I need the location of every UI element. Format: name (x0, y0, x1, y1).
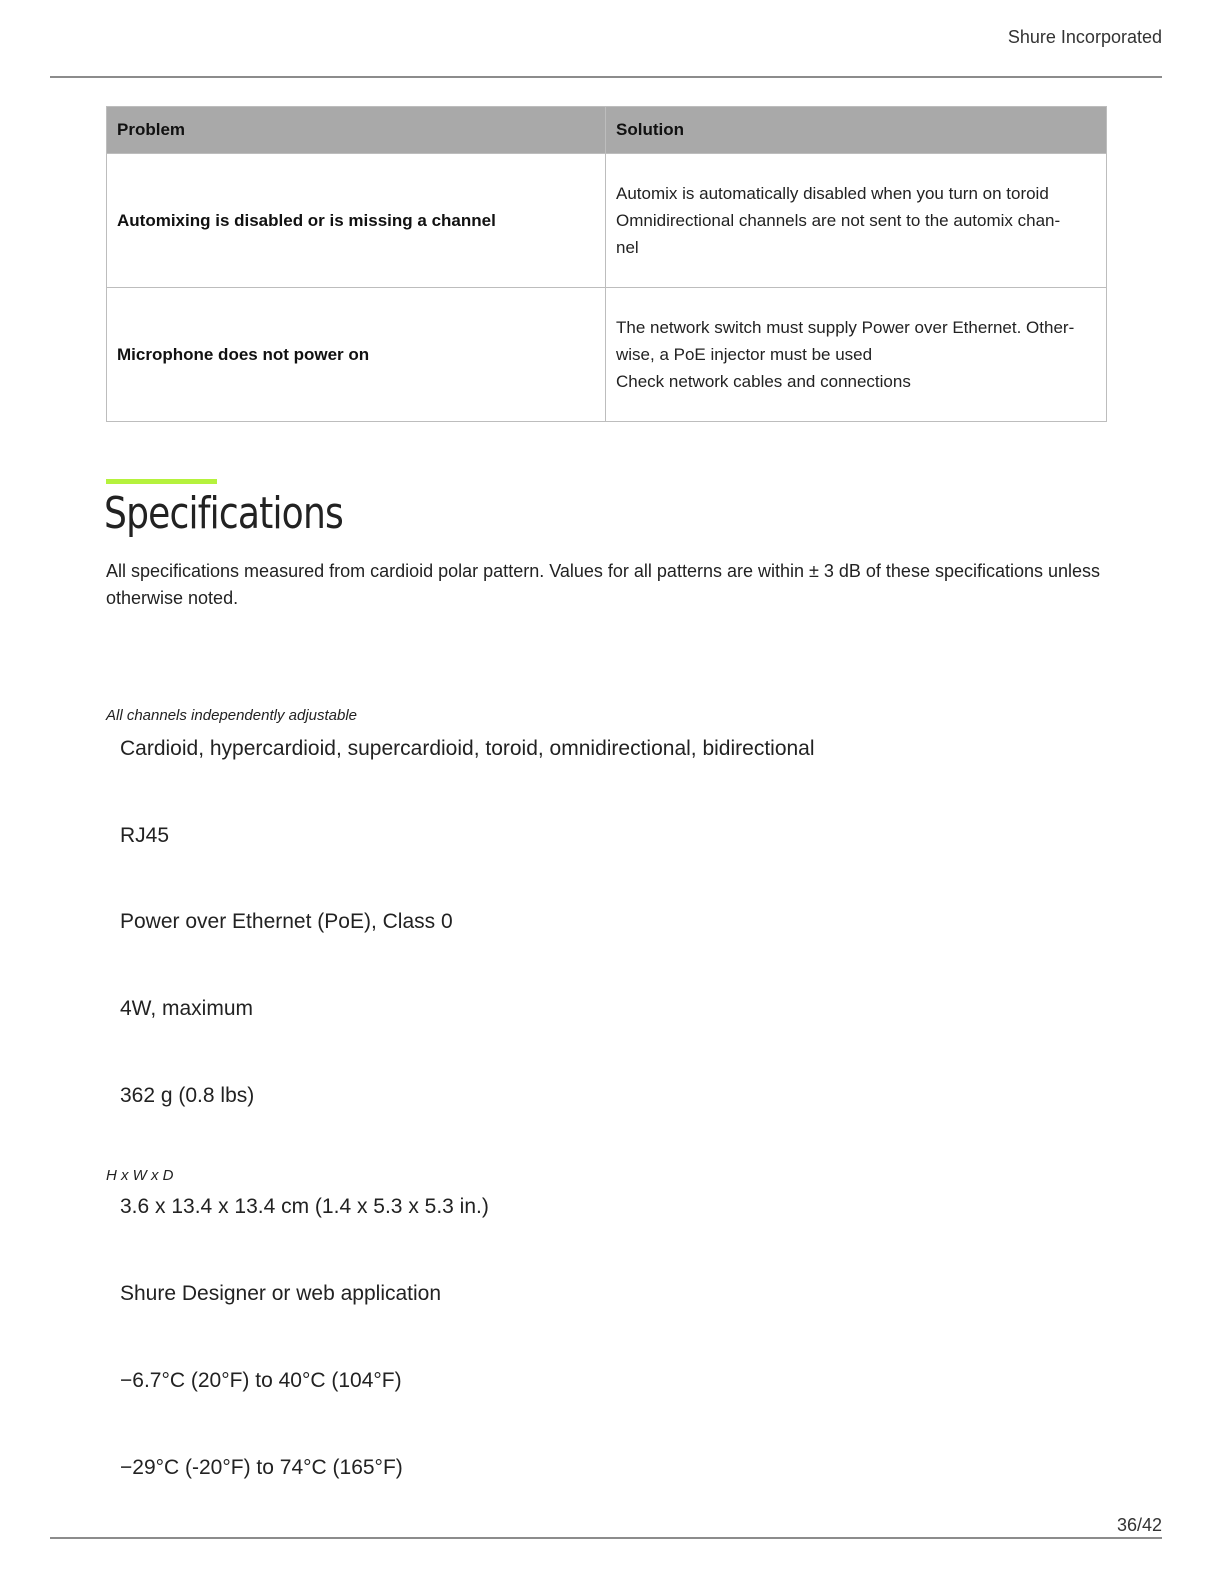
section-accent-bar (106, 479, 217, 484)
table-row (107, 154, 1107, 288)
section-title: Specifications (104, 488, 343, 539)
spec-note: H x W x D (106, 1167, 174, 1184)
spec-value-dimensions: 3.6 x 13.4 x 13.4 cm (1.4 x 5.3 x 5.3 in.) (120, 1195, 489, 1218)
column-header-solution: Solution (606, 107, 1107, 154)
solution-cell (606, 154, 1107, 288)
table-row (107, 288, 1107, 422)
troubleshooting-table (106, 106, 1107, 422)
spec-value-weight: 362 g (0.8 lbs) (120, 1084, 255, 1107)
solution-line: nel (616, 238, 639, 257)
problem-cell: Automixing is disabled or is missing a channel (107, 154, 606, 288)
spec-value-connector: RJ45 (120, 824, 170, 847)
column-header-problem: Problem (107, 107, 606, 154)
spec-value-polar-pattern: Cardioid, hypercardioid, supercardioid, toroid, omnidirectional, bidirectional (120, 737, 815, 760)
spec-value-control-software: Shure Designer or web application (120, 1282, 442, 1305)
table-header-row (107, 107, 1107, 154)
spec-value-power-consumption: 4W, maximum (120, 997, 254, 1020)
solution-line: Automix is automatically disabled when you turn on toroid (616, 184, 1049, 203)
solution-line: Check network cables and connections (616, 372, 911, 391)
spec-value-power: Power over Ethernet (PoE), Class 0 (120, 910, 453, 933)
solution-line: Omnidirectional channels are not sent to the automix chan- (616, 211, 1061, 230)
problem-cell: Microphone does not power on (107, 288, 606, 422)
spec-value-operating-temperature: −6.7°C (20°F) to 40°C (104°F) (120, 1369, 402, 1392)
page-number: 36/42 (1116, 1515, 1162, 1535)
spec-note: All channels independently adjustable (106, 707, 358, 724)
section-intro: All specifications measured from cardioid polar pattern. Values for all patterns are within ± 3 dB of these specifications unless otherwise noted. (106, 561, 1101, 608)
solution-line: The network switch must supply Power over Ethernet. Other- (616, 318, 1075, 337)
header-divider (50, 76, 1162, 78)
spec-value-storage-temperature: −29°C (-20°F) to 74°C (165°F) (120, 1456, 403, 1479)
solution-cell (606, 288, 1107, 422)
header-company-name: Shure Incorporated (1007, 27, 1162, 47)
footer-divider (50, 1537, 1162, 1539)
solution-line: wise, a PoE injector must be used (616, 345, 873, 364)
